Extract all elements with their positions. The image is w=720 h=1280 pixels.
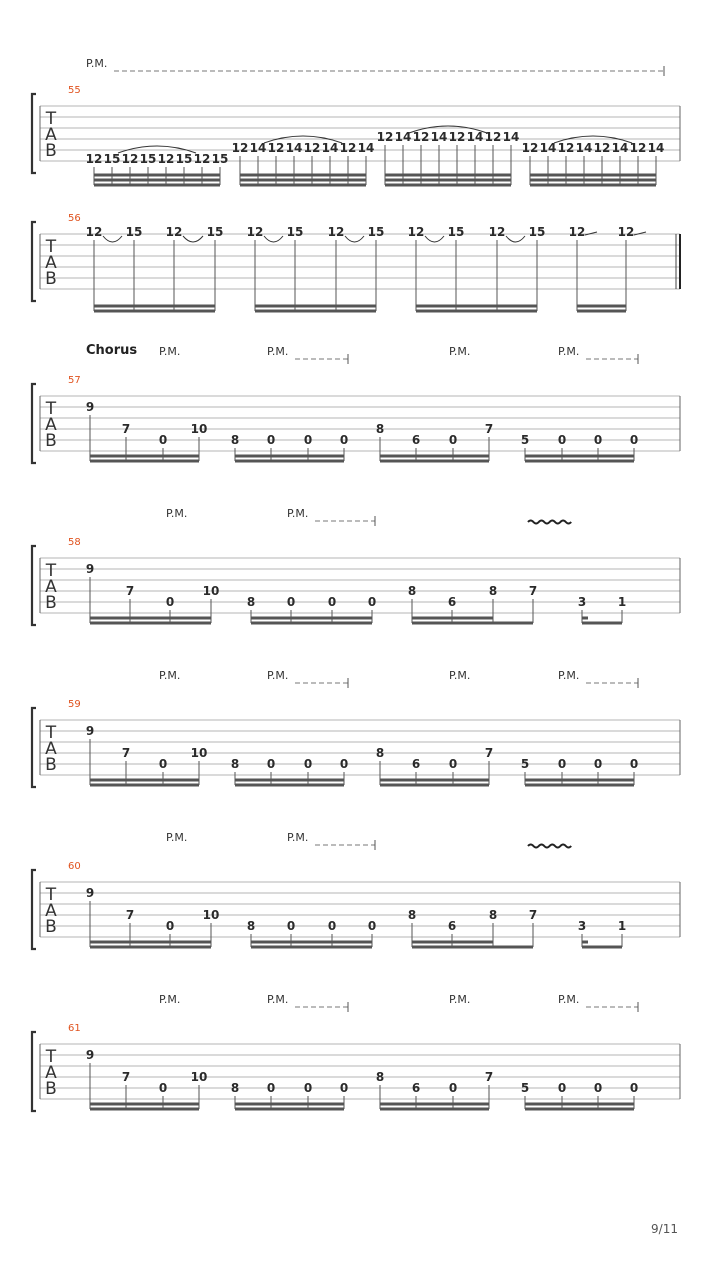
- fret-number: 15: [125, 225, 143, 239]
- fret-number: 0: [629, 757, 639, 771]
- slur: [506, 236, 525, 242]
- fret-number: 0: [158, 757, 168, 771]
- fret-number: 0: [165, 919, 175, 933]
- fret-number: 14: [249, 141, 267, 155]
- fret-number: 0: [339, 1081, 349, 1095]
- fret-number: 12: [448, 130, 466, 144]
- fret-number: 0: [303, 757, 313, 771]
- tab-clef-a: A: [45, 577, 57, 597]
- fret-number: 14: [647, 141, 665, 155]
- fret-number: 0: [593, 433, 603, 447]
- vibrato-mark: [528, 521, 571, 524]
- fret-number: 8: [407, 908, 417, 922]
- measure-number: 60: [68, 861, 81, 872]
- palm-mute-label: P.M.: [449, 345, 471, 358]
- slur: [264, 236, 283, 242]
- fret-number: 7: [121, 1070, 131, 1084]
- fret-number: 8: [407, 584, 417, 598]
- fret-number: 0: [448, 757, 458, 771]
- palm-mute-label: P.M.: [86, 57, 108, 70]
- system-bracket: [32, 94, 36, 173]
- fret-number: 8: [488, 584, 498, 598]
- tab-clef-t: T: [45, 399, 57, 419]
- palm-mute-label: P.M.: [166, 507, 188, 520]
- fret-number: 12: [267, 141, 285, 155]
- tab-clef-t: T: [45, 109, 57, 129]
- palm-mute-label: P.M.: [287, 507, 309, 520]
- system-61: [32, 993, 680, 1111]
- fret-number: 12: [121, 152, 139, 166]
- slur: [425, 236, 444, 242]
- fret-number: 1: [617, 595, 627, 609]
- tab-clef-t: T: [45, 561, 57, 581]
- fret-number: 8: [230, 757, 240, 771]
- fret-number: 12: [629, 141, 647, 155]
- system-bracket: [32, 222, 36, 301]
- fret-number: 15: [206, 225, 224, 239]
- palm-mute-label: P.M.: [159, 993, 181, 1006]
- fret-number: 0: [158, 1081, 168, 1095]
- system-55: [32, 57, 680, 185]
- fret-number: 0: [327, 919, 337, 933]
- fret-number: 0: [448, 433, 458, 447]
- system-bracket: [32, 870, 36, 949]
- fret-number: 6: [447, 595, 457, 609]
- fret-number: 12: [231, 141, 249, 155]
- system-59: [32, 669, 680, 787]
- fret-number: 0: [266, 433, 276, 447]
- tab-clef-a: A: [45, 253, 57, 273]
- page-number: 9/11: [651, 1222, 678, 1236]
- fret-number: 12: [85, 152, 103, 166]
- system-56: [32, 213, 680, 311]
- fret-number: 0: [266, 757, 276, 771]
- fret-number: 0: [158, 433, 168, 447]
- palm-mute-label: P.M.: [267, 669, 289, 682]
- palm-mute-label: P.M.: [449, 669, 471, 682]
- palm-mute-label: P.M.: [287, 831, 309, 844]
- tab-clef-b: B: [45, 1079, 57, 1099]
- fret-number: 0: [629, 433, 639, 447]
- fret-number: 8: [246, 919, 256, 933]
- fret-number: 10: [190, 422, 208, 436]
- fret-number: 6: [447, 919, 457, 933]
- fret-number: 8: [488, 908, 498, 922]
- fret-number: 15: [103, 152, 121, 166]
- palm-mute-label: P.M.: [449, 993, 471, 1006]
- tab-clef-t: T: [45, 885, 57, 905]
- fret-number: 12: [85, 225, 103, 239]
- fret-number: 14: [502, 130, 520, 144]
- fret-number: 14: [466, 130, 484, 144]
- tab-clef-t: T: [45, 1047, 57, 1067]
- fret-number: 12: [557, 141, 575, 155]
- fret-number: 7: [484, 1070, 494, 1084]
- tab-clef-a: A: [45, 1063, 57, 1083]
- fret-number: 8: [375, 1070, 385, 1084]
- fret-number: 15: [286, 225, 304, 239]
- fret-number: 15: [211, 152, 229, 166]
- fret-number: 0: [593, 1081, 603, 1095]
- palm-mute-label: P.M.: [267, 345, 289, 358]
- fret-number: 12: [568, 225, 586, 239]
- fret-number: 5: [520, 433, 530, 447]
- measure-number: 57: [68, 375, 81, 386]
- fret-number: 9: [85, 886, 95, 900]
- fret-number: 0: [448, 1081, 458, 1095]
- fret-number: 12: [484, 130, 502, 144]
- tab-clef-b: B: [45, 755, 57, 775]
- system-bracket: [32, 546, 36, 625]
- fret-number: 0: [303, 433, 313, 447]
- fret-number: 8: [375, 746, 385, 760]
- fret-number: 12: [165, 225, 183, 239]
- fret-number: 14: [611, 141, 629, 155]
- fret-number: 15: [528, 225, 546, 239]
- fret-number: 7: [125, 908, 135, 922]
- fret-number: 12: [407, 225, 425, 239]
- fret-number: 7: [484, 422, 494, 436]
- palm-mute-label: P.M.: [558, 669, 580, 682]
- tab-clef-t: T: [45, 237, 57, 257]
- fret-number: 0: [303, 1081, 313, 1095]
- fret-number: 0: [593, 757, 603, 771]
- fret-number: 8: [230, 433, 240, 447]
- measure-number: 58: [68, 537, 81, 548]
- fret-number: 12: [193, 152, 211, 166]
- palm-mute-label: P.M.: [166, 831, 188, 844]
- fret-number: 3: [577, 595, 587, 609]
- system-bracket: [32, 384, 36, 463]
- fret-number: 12: [376, 130, 394, 144]
- fret-number: 6: [411, 1081, 421, 1095]
- fret-number: 12: [157, 152, 175, 166]
- slur: [183, 236, 203, 242]
- tab-clef-b: B: [45, 431, 57, 451]
- fret-number: 7: [125, 584, 135, 598]
- system-60: [32, 831, 680, 949]
- tab-clef-t: T: [45, 723, 57, 743]
- fret-number: 12: [593, 141, 611, 155]
- system-58: [32, 507, 680, 625]
- fret-number: 0: [165, 595, 175, 609]
- fret-number: 3: [577, 919, 587, 933]
- fret-number: 8: [246, 595, 256, 609]
- fret-number: 0: [557, 757, 567, 771]
- fret-number: 12: [246, 225, 264, 239]
- fret-number: 10: [202, 584, 220, 598]
- fret-number: 9: [85, 724, 95, 738]
- slur: [345, 236, 364, 242]
- measure-number: 59: [68, 699, 81, 710]
- fret-number: 0: [266, 1081, 276, 1095]
- fret-number: 7: [528, 908, 538, 922]
- fret-number: 12: [488, 225, 506, 239]
- fret-number: 5: [520, 757, 530, 771]
- fret-number: 6: [411, 433, 421, 447]
- palm-mute-label: P.M.: [558, 993, 580, 1006]
- tab-clef-b: B: [45, 917, 57, 937]
- fret-number: 15: [139, 152, 157, 166]
- measure-number: 61: [68, 1023, 81, 1034]
- fret-number: 5: [520, 1081, 530, 1095]
- system-57: [32, 343, 680, 463]
- fret-number: 0: [339, 433, 349, 447]
- fret-number: 14: [285, 141, 303, 155]
- fret-number: 1: [617, 919, 627, 933]
- system-bracket: [32, 708, 36, 787]
- fret-number: 12: [617, 225, 635, 239]
- fret-number: 14: [394, 130, 412, 144]
- fret-number: 9: [85, 1048, 95, 1062]
- fret-number: 8: [230, 1081, 240, 1095]
- tab-clef-a: A: [45, 901, 57, 921]
- fret-number: 15: [175, 152, 193, 166]
- tab-clef-b: B: [45, 593, 57, 613]
- tab-clef-b: B: [45, 141, 57, 161]
- tab-clef-a: A: [45, 125, 57, 145]
- section-label: Chorus: [86, 343, 138, 358]
- fret-number: 14: [430, 130, 448, 144]
- slur: [103, 236, 122, 242]
- palm-mute-label: P.M.: [558, 345, 580, 358]
- fret-number: 0: [286, 595, 296, 609]
- fret-number: 14: [357, 141, 375, 155]
- fret-number: 6: [411, 757, 421, 771]
- fret-number: 8: [375, 422, 385, 436]
- fret-number: 0: [286, 919, 296, 933]
- tab-clef-a: A: [45, 415, 57, 435]
- fret-number: 14: [539, 141, 557, 155]
- vibrato-mark: [528, 845, 571, 848]
- palm-mute-label: P.M.: [159, 345, 181, 358]
- fret-number: 10: [202, 908, 220, 922]
- fret-number: 12: [303, 141, 321, 155]
- fret-number: 9: [85, 562, 95, 576]
- fret-number: 7: [484, 746, 494, 760]
- fret-number: 15: [447, 225, 465, 239]
- tab-clef-a: A: [45, 739, 57, 759]
- fret-number: 12: [327, 225, 345, 239]
- fret-number: 15: [367, 225, 385, 239]
- fret-number: 12: [412, 130, 430, 144]
- palm-mute-label: P.M.: [267, 993, 289, 1006]
- fret-number: 0: [557, 433, 567, 447]
- fret-number: 12: [339, 141, 357, 155]
- fret-number: 0: [557, 1081, 567, 1095]
- fret-number: 0: [339, 757, 349, 771]
- fret-number: 0: [629, 1081, 639, 1095]
- fret-number: 14: [321, 141, 339, 155]
- fret-number: 7: [528, 584, 538, 598]
- fret-number: 7: [121, 422, 131, 436]
- measure-number: 55: [68, 85, 81, 96]
- palm-mute-label: P.M.: [159, 669, 181, 682]
- fret-number: 0: [367, 595, 377, 609]
- fret-number: 0: [327, 595, 337, 609]
- fret-number: 12: [521, 141, 539, 155]
- fret-number: 10: [190, 746, 208, 760]
- fret-number: 10: [190, 1070, 208, 1084]
- measure-number: 56: [68, 213, 81, 224]
- fret-number: 7: [121, 746, 131, 760]
- fret-number: 9: [85, 400, 95, 414]
- system-bracket: [32, 1032, 36, 1111]
- tab-clef-b: B: [45, 269, 57, 289]
- fret-number: 0: [367, 919, 377, 933]
- fret-number: 14: [575, 141, 593, 155]
